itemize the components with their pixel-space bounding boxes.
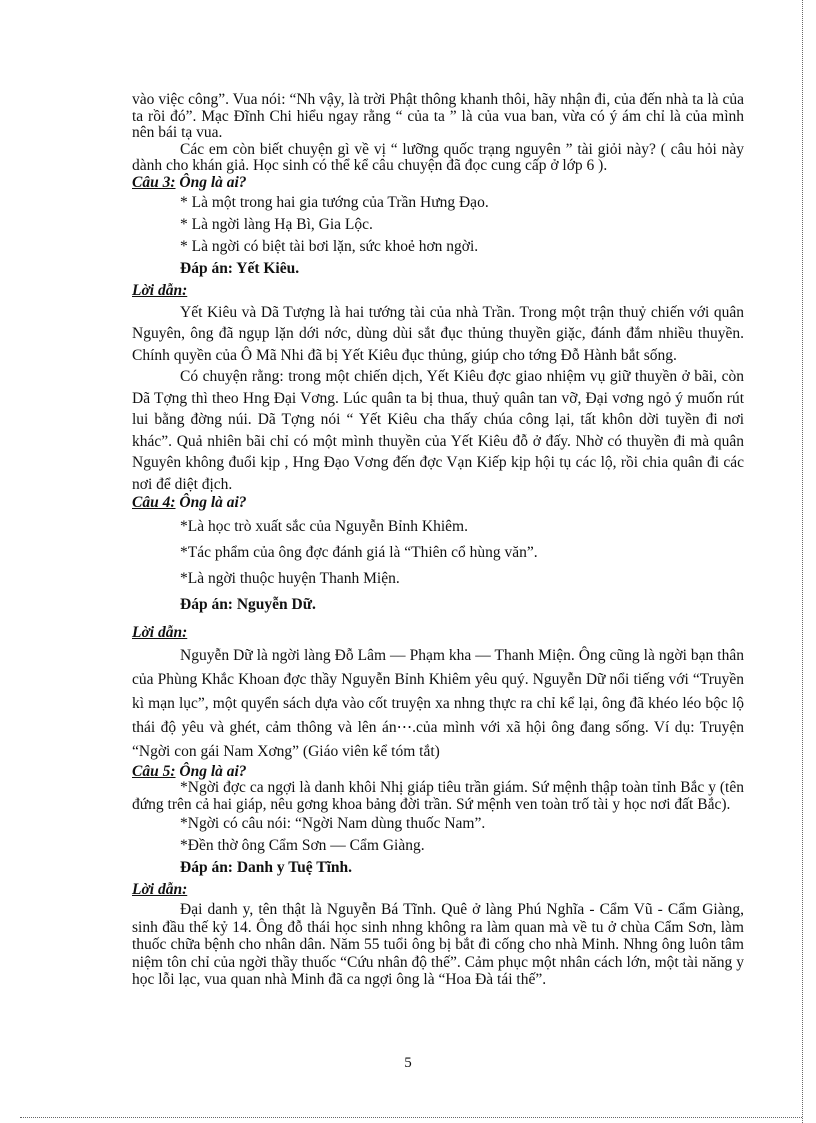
intro-heading: Lời dẫn: xyxy=(132,881,188,899)
page-number: 5 xyxy=(404,1055,412,1071)
question-heading xyxy=(132,764,744,781)
document-page xyxy=(132,92,744,989)
clue-item: * Là một trong hai gia tướng của Trần Hưng Đạo. xyxy=(180,193,489,211)
question-text: Ông là ai? xyxy=(175,173,247,191)
paragraph: Các em còn biết chuyện gì về vị “ lưỡng quốc trạng nguyên ” tài giỏi này? ( câu hỏi này dành cho khán giả. Học sinh có thể kể câu chuyện đã đọc cung cấp ở lớp 6 ). xyxy=(132,140,744,175)
paragraph: *Ngời đợc ca ngợi là danh khôi Nhị giáp tiêu trần giám. Sứ mệnh thập toàn tỉnh Bắc y (tên đứng trên cả hai giáp, nêu gơng khoa bảng đời trần. Sứ mệnh ven toàn trố tài y học nơi đất Bắc). xyxy=(132,779,744,813)
question-heading xyxy=(132,175,744,192)
question-text: Ông là ai? xyxy=(175,494,247,512)
question-heading xyxy=(132,495,744,512)
clue-item: * Là ngời làng Hạ Bì, Gia Lộc. xyxy=(180,215,373,233)
answer-line: Đáp án: Danh y Tuệ Tĩnh. xyxy=(180,859,353,877)
intro-heading: Lời dẫn: xyxy=(132,281,188,299)
question-label: Câu 4: xyxy=(132,494,176,512)
clue-item: *Là học trò xuất sắc của Nguyễn Bỉnh Khiêm. xyxy=(180,517,468,535)
page-border-bottom xyxy=(20,1117,802,1118)
paragraph: Đại danh y, tên thật là Nguyễn Bá Tĩnh. Quê ở làng Phú Nghĩa - Cẩm Vũ - Cẩm Giàng, sinh đầu thế kỷ 14. Ông đỗ thái học sinh nhng không ra làm quan mà về tu ở chùa Cẩm Sơn, làm thuốc chữa bệnh cho nhân dân. Năm 55 tuổi ông bị bắt đi cống cho nhà Minh. Nhng ông luôn tâm niệm tôn chỉ của ngời thầy thuốc “Cứu nhân độ thế”. Cảm phục một nhân cách lớn, một tài năng y học lỗi lạc, vua quan nhà Minh đã ca ngợi ông là “Hoa Đà tái thế”. xyxy=(132,901,744,989)
clue-item: *Tác phẩm của ông đợc đánh giá là “Thiên cổ hùng văn”. xyxy=(180,543,538,561)
paragraph: Nguyễn Dữ là ngời làng Đỗ Lâm — Phạm kha — Thanh Miện. Ông cũng là ngời bạn thân của Phùng Khắc Khoan đợc thầy Nguyễn Bỉnh Khiêm yêu quý. Nguyễn Dữ nổi tiếng với “Truyền kì mạn lục”, một quyển sách dựa vào cốt truyện xa nhng thực ra chỉ kể lại, ông đã khéo léo bộc lộ thái độ yêu và ghét, cảm thông và lên án⋯.của mình với xã hội ông đang sống. Ví dụ: Truyện “Ngời con gái Nam Xơng” (Giáo viên kể tóm tắt) xyxy=(132,646,744,760)
intro-heading: Lời dẫn: xyxy=(132,623,188,641)
page-border-right xyxy=(802,0,803,1123)
clue-item: *Ngời có câu nói: “Ngời Nam dùng thuốc Nam”. xyxy=(180,815,486,833)
clue-item: * Là ngời có biệt tài bơi lặn, sức khoẻ hơn ngời. xyxy=(180,237,479,255)
question-label: Câu 5: xyxy=(132,762,176,780)
clue-item: *Đền thờ ông Cẩm Sơn — Cẩm Giàng. xyxy=(180,837,425,855)
question-label: Câu 3: xyxy=(132,173,176,191)
clue-item: *Là ngời thuộc huyện Thanh Miện. xyxy=(180,569,400,587)
paragraph: vào việc công”. Vua nói: “Nh vậy, là trời Phật thông khanh thôi, hãy nhận đi, của đến nhà ta là của ta rồi đó”. Mạc Đĩnh Chi hiểu ngay rằng “ của ta ” là của vua ban, vừa có ý ám chỉ là của mình nên bái tạ vua. xyxy=(132,91,744,142)
answer-line: Đáp án: Yết Kiêu. xyxy=(180,259,300,277)
question-text: Ông là ai? xyxy=(175,762,247,780)
answer-line: Đáp án: Nguyễn Dữ. xyxy=(180,595,316,613)
paragraph: Có chuyện rằng: trong một chiến dịch, Yết Kiêu đợc giao nhiệm vụ giữ thuyền ở bãi, còn Dã Tợng thì theo Hng Đại Vơng. Lúc quân ta bị thua, thuỷ quân tan vỡ, Đại vơng ngỏ ý muốn rút lui bằng đờng núi. Dã Tợng nói “ Yết Kiêu cha thấy chúa công lại, tất khôn dời tuyền đi nơi khác”. Quả nhiên bãi chỉ có một mình thuyền của Yết Kiêu đỗ ở đấy. Nhờ có thuyền đi mà quân Nguyên không đuổi kịp , Hng Đạo Vơng đến đợc Vạn Kiếp kịp hội tụ các lộ, rồi chia quân đi các nơi để diệt địch. xyxy=(132,368,744,493)
paragraph: Yết Kiêu và Dã Tượng là hai tướng tài của nhà Trần. Trong một trận thuỷ chiến với quân Nguyên, ông đã ngụp lặn dới nớc, dùng dùi sắt đục thủng thuyền giặc, đánh đắm nhiều thuyền. Chính quyền của Ô Mã Nhi đã bị Yết Kiêu đục thủng, giúp cho tớng Đỗ Hành bắt sống. xyxy=(132,303,744,364)
